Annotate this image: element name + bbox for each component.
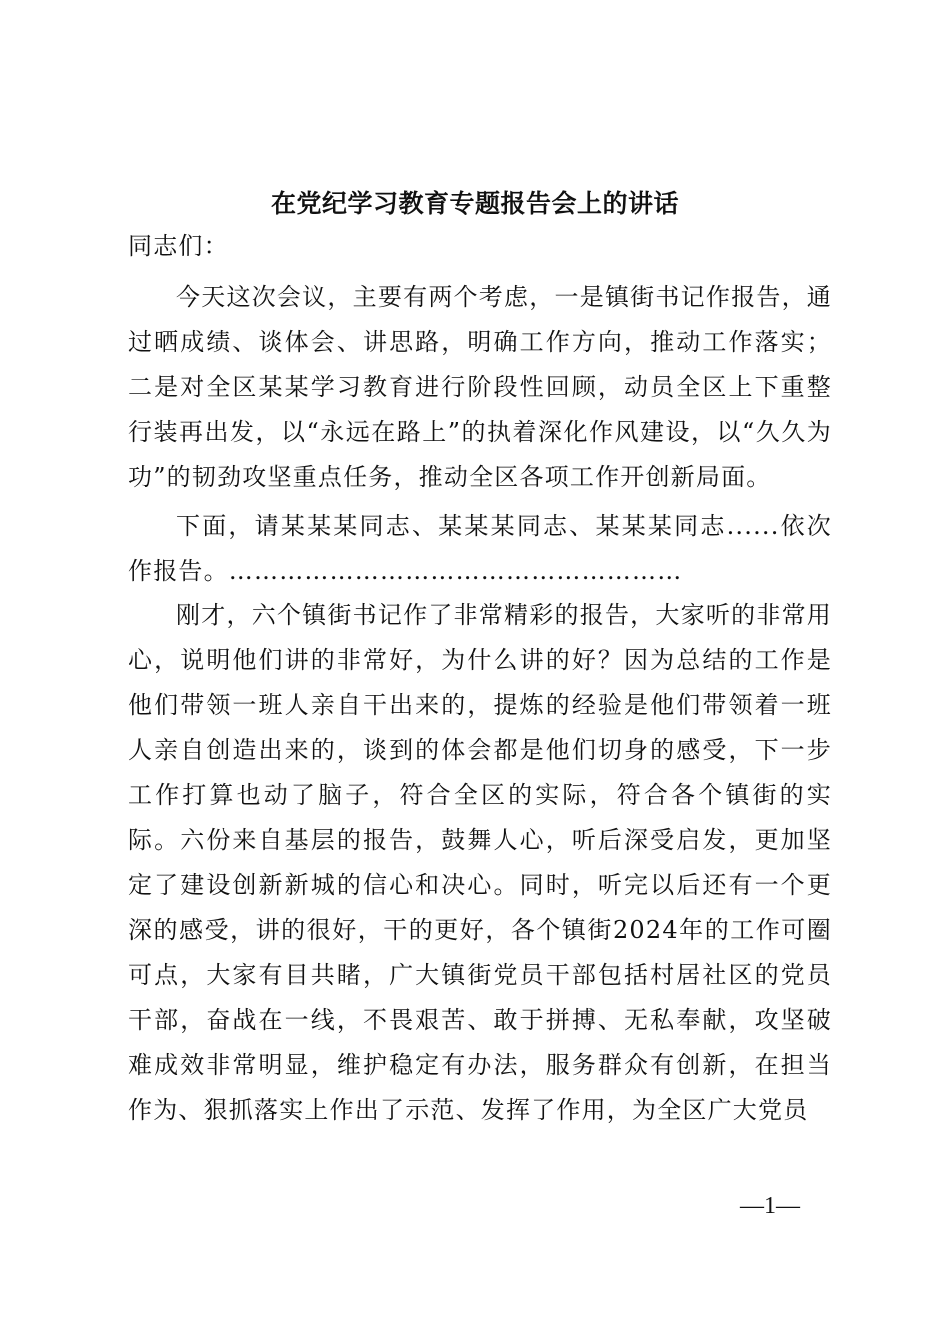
paragraph-meeting-purpose: 今天这次会议，主要有两个考虑，一是镇街书记作报告，通过晒成绩、谈体会、讲思路，明确工作方向，推动工作落实；二是对全区某某学习教育进行阶段性回顾，动员全区上下重整行装再出发，以“永远在路上”的执着深化作风建设，以“久久为功”的韧劲攻坚重点任务，推动全区各项工作开创新局面。 — [128, 283, 832, 491]
paragraph-report-order: 下面，请某某某同志、某某某同志、某某某同志......依次作报告。……………………………………………… — [128, 512, 832, 585]
paragraph-report-review: 刚才，六个镇街书记作了非常精彩的报告，大家听的非常用心，说明他们讲的非常好，为什么讲的好？因为总结的工作是他们带领一班人亲自干出来的，提炼的经验是他们带领着一班人亲自创造出来的，谈到的体会都是他们切身的感受，下一步工作打算也动了脑子，符合全区的实际，符合各个镇街的实际。六份来自基层的报告，鼓舞人心，听后深受启发，更加坚定了建设创新新城的信心和决心。同时，听完以后还有一个更深的感受，讲的很好，干的更好，各个镇街2024年的工作可圈可点，大家有目共睹，广大镇街党员干部包括村居社区的党员干部，奋战在一线，不畏艰苦、敢于拼搏、无私奉献，攻坚破难成效非常明显，维护稳定有办法，服务群众有创新，在担当作为、狠抓落实上作出了示范、发挥了作用，为全区广大党员 — [128, 601, 832, 1124]
page-number: —1— — [740, 1193, 800, 1219]
document-title: 在党纪学习教育专题报告会上的讲话 — [270, 189, 679, 218]
salutation: 同志们： — [128, 232, 229, 260]
